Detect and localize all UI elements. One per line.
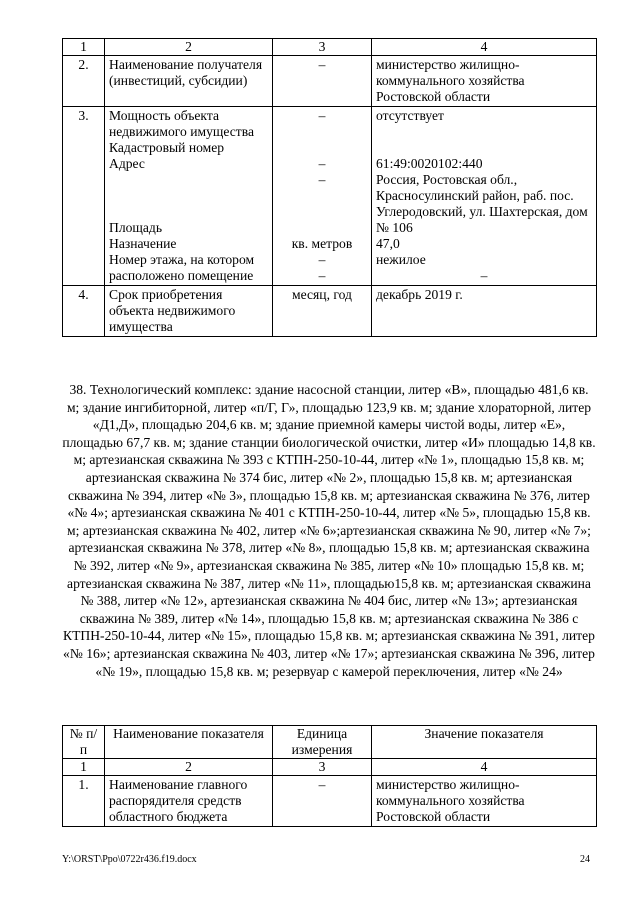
header-row xyxy=(63,726,597,759)
col-number-3: 3 xyxy=(273,39,372,56)
purpose-unit: – xyxy=(318,252,326,267)
indicator-names xyxy=(105,107,273,286)
indicator-value: министерство жилищно-коммунального хозяйства Ростовской области xyxy=(372,776,597,827)
floor-value: – xyxy=(480,268,488,283)
indicators-table-top xyxy=(62,38,597,337)
col-number-3: 3 xyxy=(273,759,372,776)
header-num: № п/п xyxy=(63,726,105,759)
col-number-4: 4 xyxy=(372,39,597,56)
cadastral-unit: – xyxy=(318,156,326,171)
table-row xyxy=(63,776,597,827)
indicator-value: декабрь 2019 г. xyxy=(372,286,597,337)
cadastral-value: 61:49:0020102:440 xyxy=(376,156,483,171)
row-number: 2. xyxy=(63,56,105,107)
purpose-value: нежилое xyxy=(376,252,426,267)
row-number: 1. xyxy=(63,776,105,827)
capacity-name: Мощность объекта недвижимого имущества xyxy=(109,108,254,139)
area-unit: кв. метров xyxy=(291,236,353,251)
footer-file-path: Y:\ORST\Ppo\0722r436.f19.docx xyxy=(62,854,197,865)
col-number-1: 1 xyxy=(63,39,105,56)
address-name: Адрес xyxy=(109,156,145,171)
column-number-row xyxy=(63,39,597,56)
header-name: Наименование показателя xyxy=(105,726,273,759)
row-number: 3. xyxy=(63,107,105,286)
col-number-1: 1 xyxy=(63,759,105,776)
indicator-unit: – xyxy=(273,56,372,107)
indicator-value: министерство жилищно-коммунального хозяйства Ростовской области xyxy=(372,56,597,107)
table-row xyxy=(63,286,597,337)
floor-name: Номер этажа, на котором расположено помещение xyxy=(109,252,255,283)
address-value: Россия, Ростовская обл., Красносулинский район, раб. пос. Углеродовский, ул. Шахтерская, дом № 106 xyxy=(376,172,588,235)
indicator-unit: месяц, год xyxy=(273,286,372,337)
row-number: 4. xyxy=(63,286,105,337)
purpose-name: Назначение xyxy=(109,236,177,251)
col-number-4: 4 xyxy=(372,759,597,776)
indicator-unit: – xyxy=(273,776,372,827)
header-value: Значение показателя xyxy=(372,726,597,759)
column-number-row xyxy=(63,759,597,776)
header-unit: Единица измерения xyxy=(273,726,372,759)
table-row xyxy=(63,56,597,107)
address-unit: – xyxy=(318,172,326,187)
indicators-table-bottom xyxy=(62,725,597,827)
indicator-name: Наименование главного распорядителя средств областного бюджета xyxy=(105,776,273,827)
cadastral-name: Кадастровый номер xyxy=(109,140,225,155)
area-value: 47,0 xyxy=(376,236,400,251)
capacity-value: отсутствует xyxy=(376,108,445,123)
table-row xyxy=(63,107,597,286)
indicator-name: Наименование получателя (инвестиций, субсидии) xyxy=(105,56,273,107)
object-description-paragraph: 38. Технологический комплекс: здание насосной станции, литер «В», площадью 481,6 кв. м; здание ингибиторной, литер «п/Г, Г», площадью 123,9 кв. м; здание хлораторной, литер «Д1,Д», площадью 204,6 кв. м; здание приемной камеры чистой воды, литер «Е», площадью 67,7 кв. м; здание станции биологической очистки, литер «И» площадью 14,8 кв. м; артезианская скважина № 393 с КТПН-250-10-44, литер «№ 1», площадью 15,8 кв. м; артезианская скважина № 374 бис, литер «№ 2», площадью 15,8 кв. м; артезианская скважина № 394, литер «№ 3», площадью 15,8 кв. м; артезианская скважина № 376, литер «№ 4»; артезианская скважина № 401 с КТПН-250-10-44, литер «№ 5», площадью 15,8 кв. м; артезианская скважина № 402, литер «№ 6»;артезианская скважина № 90, литер «№ 7»; артезианская скважина № 378, литер «№ 8», площадью 15,8 кв. м; артезианская скважина № 392, литер «№ 9», артезианская скважина № 385, литер «№ 10» площадью 15,8 кв. м; артезианская скважина № 387, литер «№ 11», площадью15,8 кв. м; артезианская скважина № 388, литер «№ 12», артезианская скважина № 404 бис, литер «№ 13»; артезианская скважина № 389, литер «№ 14», площадью 15,8 кв. м; артезианская скважина № 386 с КТПН-250-10-44, литер «№ 15», площадью 15,8 кв. м; артезианская скважина № 391, литер «№ 16»; артезианская скважина № 403, литер «№ 17»; артезианская скважина № 396, литер «№ 19», площадью 15,8 кв. м; резервуар с камерой переключения, литер «№ 24» xyxy=(62,382,596,679)
col-number-2: 2 xyxy=(105,39,273,56)
capacity-unit: – xyxy=(318,108,326,123)
page-number: 24 xyxy=(580,854,590,865)
indicator-values xyxy=(372,107,597,286)
col-number-2: 2 xyxy=(105,759,273,776)
indicator-units xyxy=(273,107,372,286)
area-name: Площадь xyxy=(109,220,163,235)
floor-unit: – xyxy=(318,268,326,283)
indicator-name: Срок приобретения объекта недвижимого имущества xyxy=(105,286,273,337)
